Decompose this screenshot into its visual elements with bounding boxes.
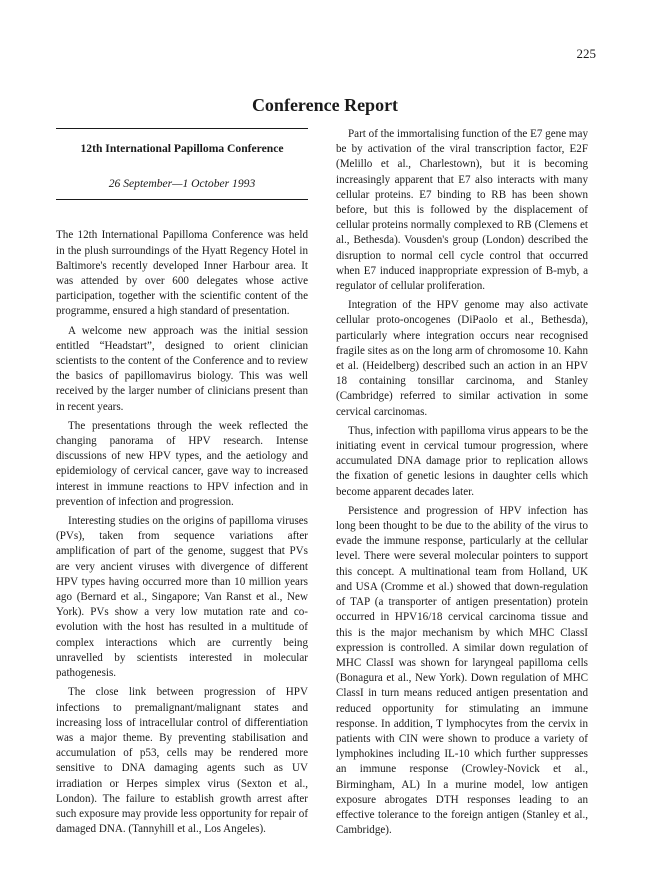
paragraph: Part of the immortalising function of the E7 gene may be by activation of the viral transcription factor, E2F (Melillo et al., Charlestown), but it is becoming increasingly apparent that E7 also interacts with many cellular proteins. E7 binding to RB has been shown before, but this is followed by the displacement of cellular proteins normally complexed to RB (Clemens et al., Bethesda). Vousden's group (London) described the disruption to normal cell cycle control that occurred when E7 induced inappropriate expression of B-myb, a regulator of cellular proliferation. (336, 128, 588, 293)
paragraph: Persistence and progression of HPV infection has long been thought to be due to the ability of the virus to evade the immune response, particularly at the cellular level. There were several molecular pointers to support this concept. A multinational team from Holland, UK and USA (Cromme et al.) showed that down-regulation of TAP (a transporter of antigen presentation) protein occurred in HPV16/18 cervical carcinoma tissue and this is the major mechanism by which MHC ClassI expression is controlled. A similar down regulation of MHC ClassI was shown for laryngeal papilloma cells (Bonagura et al., New York). Down regulation of MHC ClassI in turn means reduced antigen presentation and reduced opportunity for stimulating an immune response. In addition, T lymphocytes from the cervix in patients with CIN were shown to produce a variety of lymphokines including IL-10 which further suppresses an immune response (Crowley-Novick et al., Birmingham, AL) In a murine model, low antigen exposure abrogates DTH responses leading to an effective tolerance to the foreign antigen (Stanley et al., Cambridge). (336, 504, 588, 837)
conference-name: 12th International Papilloma Conference (80, 142, 284, 155)
report-title: Conference Report (251, 95, 399, 115)
top-divider (56, 128, 308, 129)
left-column (56, 126, 308, 841)
bottom-divider (56, 199, 308, 200)
paragraph: Thus, infection with papilloma virus appears to be the initiating event in cervical tumour progression, where accumulated DNA damage prior to replication allows the fixation of genetic lesions in daughter cells which become apparent decades later. (336, 424, 588, 498)
paragraph: A welcome new approach was the initial session entitled “Headstart”, designed to orient clinician scientists to the content of the Conference and to review the basics of papillomavirus biology. This was well received by the larger number of clinicians present than in recent years. (56, 324, 308, 413)
paragraph: Interesting studies on the origins of papilloma viruses (PVs), taken from sequence variations after amplification of part of the genome, suggest that PVs are very ancient viruses with divergence of different HPV types having occurred more than 10 million years ago (Bernard et al., Singapore; Van Ranst et al., New York). PVs show a very low mutation rate and co-evolution with the host has resulted in a multitude of complex interactions which are currently being unravelled by scientists interested in molecular pathogenesis. (56, 515, 308, 680)
paragraph: The presentations through the week reflected the changing panorama of HPV research. Intense discussions of new HPV types, and the aetiology and epidemiology of cervical cancer, gave way to increased interest in immune reactions to HPV infection and in prevention of infection and progression. (56, 419, 308, 508)
right-column (336, 127, 588, 842)
conference-dates: 26 September—1 October 1993 (108, 177, 256, 191)
page-number: 225 (576, 46, 596, 61)
paragraph: The close link between progression of HPV infections to premalignant/malignant states and increasing loss of intracellular control of differentiation was a major theme. By preventing stabilisation and accumulation of p53, cells may be rendered more sensitive to DNA damaging agents such as UV irradiation or Herpes simplex virus (Sexton et al., London). The failure to establish growth arrest after such exposure may provide less opportunity for repair of damaged DNA. (Tannyhill et al., Los Angeles). (56, 686, 309, 836)
paragraph: The 12th International Papilloma Conference was held in the plush surroundings of the Hyatt Regency Hotel in Baltimore's recently developed Inner Harbour area. It was attended by over 600 delegates whose active participation, together with the scientific content of the programme, ensured a high standard of presentation. (56, 229, 308, 318)
paragraph: Integration of the HPV genome may also activate cellular proto-oncogenes (DiPaolo et al., Bethesda), particularly where integration occurs near recognised fragile sites as on the long arm of chromosome 10. Kahn et al. (Heidelberg) described such an action in an HPV 18 containing tonsillar carcinoma, and Stanley (Cambridge) referred to similar activation in some cervical carcinomas. (336, 299, 588, 418)
